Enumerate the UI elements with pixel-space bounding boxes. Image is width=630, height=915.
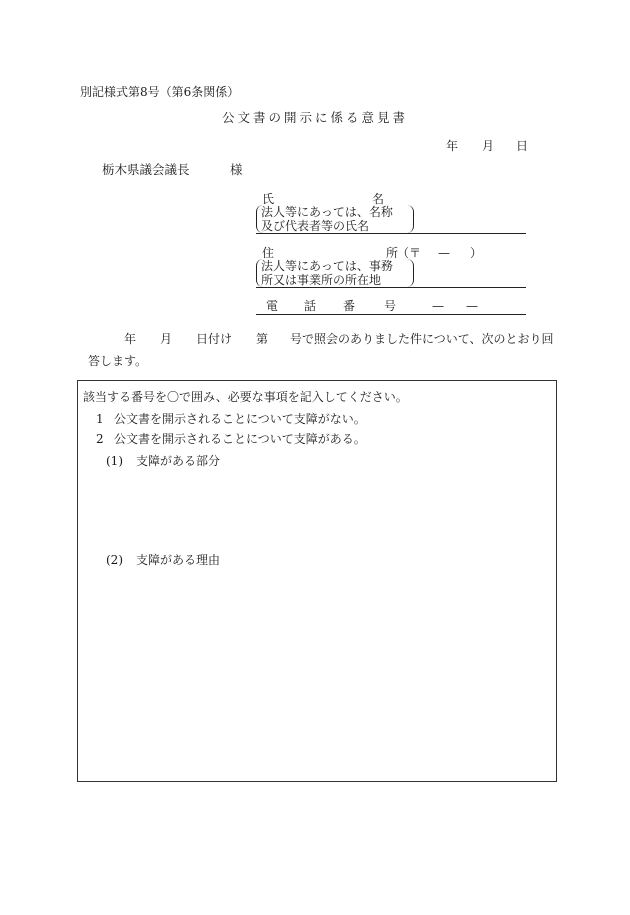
sub1-number: (1) <box>106 454 123 468</box>
name-bracket-note <box>256 205 414 233</box>
recipient-honorific: 様 <box>230 162 243 177</box>
date-month-label: 月 <box>482 139 495 153</box>
postal-suffix: ） <box>470 246 483 260</box>
sub2-number: (2) <box>106 553 123 567</box>
reply-text-line2: 答します。 <box>88 354 148 368</box>
reply-number-prefix: 第 <box>256 332 269 346</box>
reply-year: 年 <box>124 332 137 346</box>
address-label-1: 住 <box>262 246 275 260</box>
name-note-line2: 及び代表者等の氏名 <box>261 219 370 233</box>
reply-month: 月 <box>160 332 173 346</box>
option1-number[interactable]: 1 <box>96 412 104 426</box>
postal-prefix: （〒 <box>397 246 422 260</box>
recipient-name: 栃木県議会議長 <box>102 162 190 177</box>
address-underline <box>256 287 526 288</box>
address-note-line1: 法人等にあっては、事務 <box>261 259 393 273</box>
address-note-line2: 所又は事業所の所在地 <box>261 273 382 287</box>
name-label-2: 名 <box>372 192 385 206</box>
option1-text: 公文書を開示されることについて支障がない。 <box>114 412 366 426</box>
phone-char-1: 電 <box>266 299 279 313</box>
sub2-label: 支障がある理由 <box>136 553 221 567</box>
document-title: 公文書の開示に係る意見書 <box>221 110 408 125</box>
name-label-1: 氏 <box>262 192 275 206</box>
address-label-2: 所 <box>386 246 399 260</box>
sub2-writing-area[interactable] <box>106 571 546 771</box>
postal-dash: — <box>438 246 450 260</box>
name-note-line1: 法人等にあっては、名称 <box>261 205 393 219</box>
phone-char-3: 番 <box>343 299 356 313</box>
date-year-label: 年 <box>446 139 459 153</box>
form-number: 別記様式第8号（第6条関係） <box>80 85 240 99</box>
option2-text: 公文書を開示されることについて支障がある。 <box>114 432 366 446</box>
date-day-label: 日 <box>516 139 529 153</box>
phone-underline <box>256 314 526 315</box>
phone-dash-1: — <box>432 299 444 313</box>
sub1-writing-area[interactable] <box>106 472 546 542</box>
name-underline <box>256 233 526 234</box>
option2-number[interactable]: 2 <box>96 432 104 446</box>
sub1-label: 支障がある部分 <box>136 454 221 468</box>
phone-char-4: 号 <box>384 299 397 313</box>
phone-char-2: 話 <box>304 299 317 313</box>
reply-text-line1: 号で照会のありました件について、次のとおり回 <box>290 332 554 346</box>
phone-dash-2: — <box>466 299 478 313</box>
box-instruction: 該当する番号を〇で囲み、必要な事項を記入してください。 <box>83 390 408 404</box>
reply-day-suffix: 日付け <box>196 332 233 346</box>
address-bracket-note <box>256 259 414 287</box>
